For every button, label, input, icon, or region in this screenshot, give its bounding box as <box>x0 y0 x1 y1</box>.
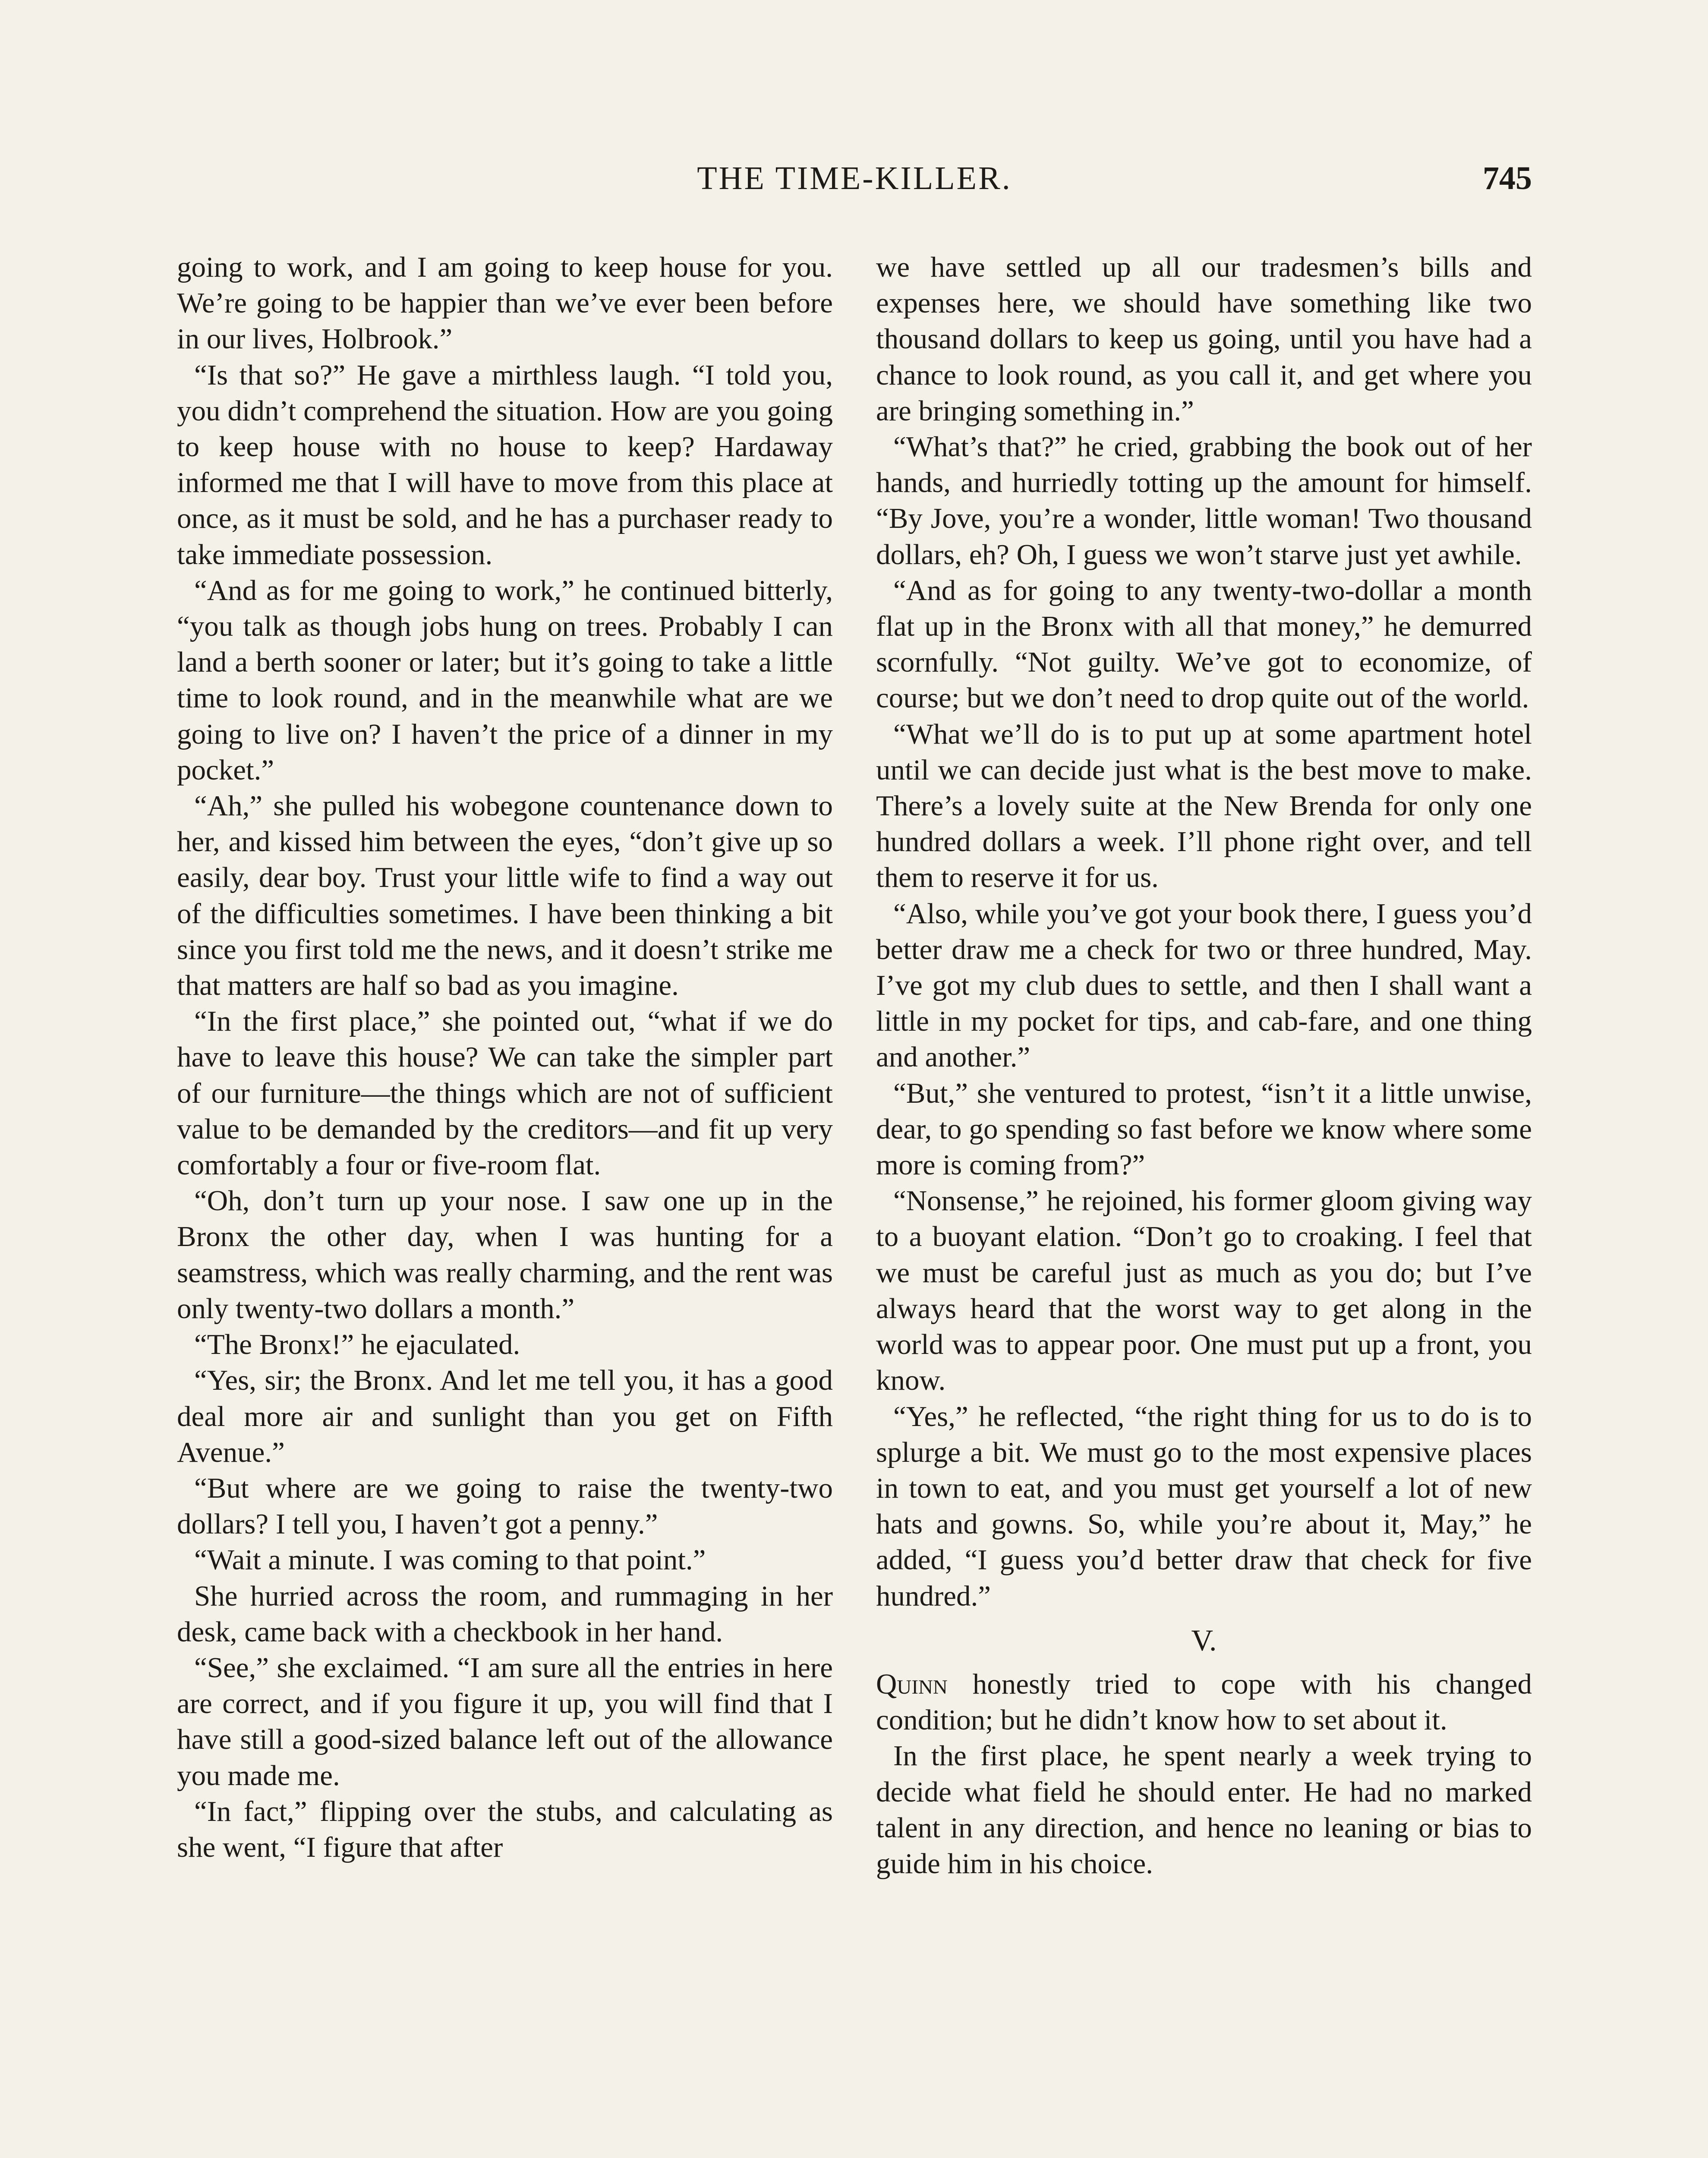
paragraph: “Oh, don’t turn up your nose. I saw one up in the Bronx the other day, when I was hunting for a seamstress, which was really charming, and the rent was only twenty-two dollars a month.” <box>177 1185 833 1325</box>
section-first-word: Quinn <box>876 1668 948 1700</box>
running-title: THE TIME-KILLER. <box>697 160 1012 196</box>
paragraph: “What we’ll do is to put up at some apartment hotel until we can decide just what is the best move to make. There’s a lovely suite at the New Brenda for only one hundred dollars a week. I’ll phone right over, and tell them to reserve it for us. <box>876 718 1532 894</box>
right-text-column <box>876 249 1532 1882</box>
paragraph: “Is that so?” He gave a mirthless laugh. “I told you, you didn’t comprehend the situation. How are you going to keep house with no house to keep? Hardaway informed me that I will have to move from this place at once, as it must be sold, and he has a purchaser ready to take immediate possession. <box>177 359 833 571</box>
paragraph: “Nonsense,” he rejoined, his former gloom giving way to a buoyant elation. “Don’t go to croaking. I feel that we must be careful just as much as you do; but I’ve always heard that the worst way to get along in the world was to appear poor. One must put up a front, you know. <box>876 1185 1532 1397</box>
paragraph: “In fact,” flipping over the stubs, and calculating as she went, “I figure that after <box>177 1795 833 1863</box>
paragraph: She hurried across the room, and rummaging in her desk, came back with a checkbook in her hand. <box>177 1580 833 1648</box>
paragraph: “What’s that?” he cried, grabbing the book out of her hands, and hurriedly totting up the amount for himself. “By Jove, you’re a wonder, little woman! Two thousand dollars, eh? Oh, I guess we won’t starve just yet awhile. <box>876 431 1532 571</box>
paragraph: In the first place, he spent nearly a week trying to decide what field he should enter. He had no marked talent in any direction, and hence no leaning or bias to guide him in his choice. <box>876 1740 1532 1880</box>
paragraph: we have settled up all our tradesmen’s bills and expenses here, we should have something like two thousand dollars to keep us going, until you have had a chance to look round, as you call it, and get where you are bringing something in.” <box>876 251 1532 427</box>
paragraph: “See,” she exclaimed. “I am sure all the entries in here are correct, and if you figure it up, you will find that I have still a good-sized balance left out of the allowance you made me. <box>177 1651 833 1792</box>
paragraph: going to work, and I am going to keep house for you. We’re going to be happier than we’ve ever been before in our lives, Holbrook.” <box>177 251 833 355</box>
left-text-column <box>177 249 833 1865</box>
paragraph: “And as for me going to work,” he continued bitterly, “you talk as though jobs hung on trees. Probably I can land a berth sooner or later; but it’s going to take a little time to look round, and in the meanwhile what are we going to live on? I haven’t the price of a dinner in my pocket.” <box>177 574 833 786</box>
paragraph <box>876 1666 1532 1738</box>
section-heading: V. <box>1191 1624 1217 1657</box>
page-number: 745 <box>1483 160 1532 196</box>
running-header <box>177 160 1532 211</box>
paragraph: “And as for going to any twenty-two-dollar a month flat up in the Bronx with all that money,” he demurred scornfully. “Not guilty. We’ve got to economize, of course; but we don’t need to drop quite out of the world. <box>876 574 1532 714</box>
paragraph-text: honestly tried to cope with his changed condition; but he didn’t know how to set about it. <box>876 1668 1532 1736</box>
paragraph: “Wait a minute. I was coming to that point.” <box>194 1544 706 1576</box>
paragraph: “Yes,” he reflected, “the right thing for us to do is to splurge a bit. We must go to the most expensive places in town to eat, and you must get yourself a lot of new hats and gowns. So, while you’re about it, May,” he added, “I guess you’d better draw that check for five hundred.” <box>876 1400 1532 1612</box>
paragraph: “But where are we going to raise the twenty-two dollars? I tell you, I haven’t got a penny.” <box>177 1472 833 1540</box>
paragraph: “The Bronx!” he ejaculated. <box>194 1328 520 1361</box>
paragraph: “Ah,” she pulled his wobegone countenance down to her, and kissed him between the eyes, “don’t give up so easily, dear boy. Trust your little wife to find a way out of the difficulties sometimes. I have been thinking a bit since you first told me the news, and it doesn’t strike me that matters are half so bad as you imagine. <box>177 790 833 1002</box>
paragraph: “Also, while you’ve got your book there, I guess you’d better draw me a check for two or three hundred, May. I’ve got my club dues to settle, and then I shall want a little in my pocket for tips, and cab-fare, and one thing and another.” <box>876 897 1532 1073</box>
paragraph: “Yes, sir; the Bronx. And let me tell you, it has a good deal more air and sunlight than you get on Fifth Avenue.” <box>177 1364 833 1468</box>
paragraph: “In the first place,” she pointed out, “what if we do have to leave this house? We can take the simpler part of our furniture—the things which are not of sufficient value to be demanded by the creditors—and fit up very comfortably a four or five-room flat. <box>177 1005 833 1181</box>
paragraph: “But,” she ventured to protest, “isn’t it a little unwise, dear, to go spending so fast before we know where some more is coming from?” <box>876 1077 1532 1181</box>
